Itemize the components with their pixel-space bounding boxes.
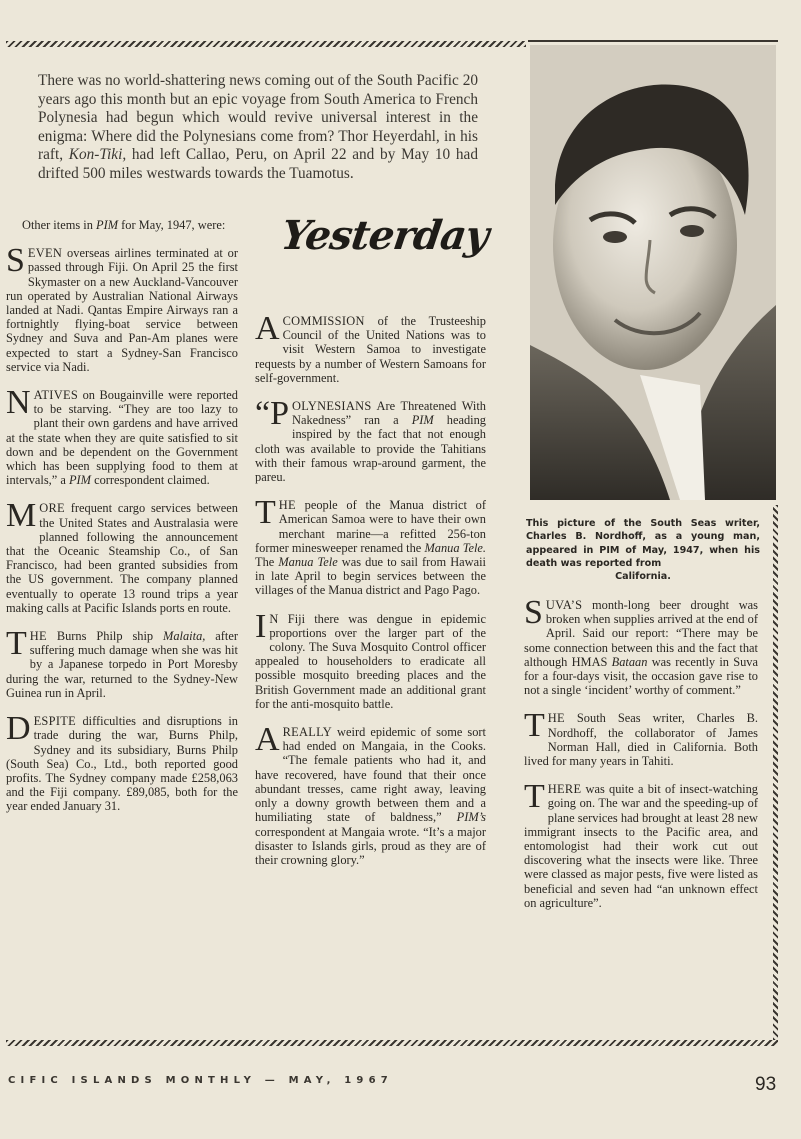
item-malaita (6, 625, 238, 700)
drop-cap: T (524, 707, 545, 745)
lead-word: ATIVES (33, 388, 79, 403)
drop-cap: I (255, 607, 267, 645)
item-burns-philp (6, 710, 238, 814)
caption-text: This picture of the South Seas writer, Charles B. Nordhoff, as a young man, appeared in PIM of May, 1947, when his death was reported from (526, 518, 760, 569)
item-airlines (6, 242, 238, 374)
lead-word: EVEN (27, 246, 63, 261)
drop-cap: T (255, 494, 276, 532)
item-text: Fiji there was dengue in epidemic proportions over the larger part of the colony. The Suva Mosquito Control officer appealed to householders to eradicate all possible mosquito breeding places and the British Government made an additional grant for the anti-mosquito battle. (255, 611, 486, 711)
item-text: was recently in Suva for a four-days visit, the occasion gave rise to not a single ‘incident’ worthy of comment.” (524, 654, 758, 698)
drop-cap: A (255, 310, 280, 347)
lead-word: HERE (547, 782, 582, 797)
page-number: 93 (755, 1074, 777, 1095)
item-bougainville (6, 384, 238, 488)
item-dengue (255, 607, 486, 711)
drop-cap: A (255, 721, 280, 759)
decorative-rule-top (6, 41, 526, 47)
item-text: overseas airlines terminated at or passed through Fiji. On April 25 the first Skymaster on a new Auckland-Vancouver run operated by Australian National Airways landed at Nadi. Qantas Empire Airways ran a fortnightly flying-boat service between Sydney and Suva and Pan-Am planes were expected to start a Sydney-San Francisco service via Nadi. (6, 246, 238, 374)
item-commission (255, 310, 486, 385)
item-text: The (255, 555, 279, 570)
ship-name: Manua Tele (278, 555, 338, 570)
column-middle (255, 310, 487, 881)
item-text: month-long beer drought was broken when supplies arrived at the end of April. Said our report: “There may be some connection between this and the fact that although HMAS (524, 598, 758, 669)
drop-cap: D (6, 710, 31, 748)
drop-cap: “P (255, 395, 289, 433)
drop-cap: M (6, 497, 37, 535)
pim-mention: PIM (411, 413, 434, 428)
lead-word: OLYNESIANS (292, 399, 372, 414)
item-text: was quite a bit of insect-watching going on. The war and the speeding-up of plane services had brought at least 28 new immigrant insects to the Pacific area, and entomologist had their work cut out discovering what the insects were like. Three were classed as major pests, five were listed as beneficial and seven had “an unknown effect on agriculture”. (524, 782, 758, 910)
item-text: difficulties and disruptions in trade during the war, Burns Philp, Sydney and its subsidiary, Burns Philp (South Sea) Co., Ltd., both reported good profits. The Sydney company made £258,063 and the Fiji company. £89,085, both for the year ended January 31. (6, 714, 238, 814)
portrait-illustration (530, 45, 776, 500)
item-text: of the Trusteeship Council of the United Nations was to visit Western Samoa to investigate requests by a number of Western Samoans for self-government. (255, 314, 486, 385)
item-text: heading inspired by the fact that not enough cloth was available to provide the Tahitians with their famous wrap-around garment, the pareu. (255, 413, 487, 485)
pim-mention: PIM (68, 473, 91, 488)
item-text: South Seas writer, Charles B. Nordhoff, the collaborator of James Norman Hall, died in California. Both lived for many years in Tahiti. (524, 711, 758, 769)
item-polynesians (255, 395, 487, 485)
lead-word: REALLY (282, 725, 332, 740)
lead-word: ESPITE (33, 714, 76, 729)
lead-word: HE (29, 629, 47, 644)
intro-text-1: There was no world-shattering news coming out of the South Pacific 20 years ago this month but an epic voyage from South America to French Polynesia had begun which would revive universal interest in the enigma: Where did the Polynesians come from? Thor Heyerdahl, in his raft, (38, 72, 478, 164)
lead-text-a: Other items in (22, 218, 96, 232)
column-right (524, 594, 758, 924)
item-text: was due to sail from Hawaii in late April to begin services between the villages of the Manua district and Pago Pago. (255, 555, 486, 598)
ship-name: Manua Tele. (424, 540, 486, 555)
item-mangaia (255, 721, 486, 867)
lead-word: HE (278, 498, 296, 513)
lead-pim: PIM (96, 218, 119, 232)
drop-cap: T (524, 778, 545, 816)
item-text: people of the Manua district of American Samoa were to have their own merchant marine—a refitted 256-ton former minesweeper renamed the (255, 498, 486, 555)
item-text: after suffering much damage when she was hit by a Japanese torpedo in Port Moresby during the war, returned to the Sydney-New Guinea run in April. (6, 629, 238, 700)
lead-word: UVA’S (545, 598, 583, 612)
item-text: weird epidemic of some sort had ended on Mangaia, in the Cooks. “The female patients who had it, and have recovered, have found that their once abundant tresses, came right away, leaving only a downy growth between them and a humiliating state of baldness,” (255, 725, 486, 825)
ship-name: Malaita, (163, 629, 206, 644)
intro-text-2: had left Callao, Peru, on April 22 and by May 10 had drifted 500 miles westwards towards the Tuamotus. (38, 146, 478, 182)
item-cargo (6, 497, 238, 615)
decorative-rule-photo-top (528, 40, 778, 42)
decorative-rule-right (773, 505, 778, 1040)
drop-cap: S (524, 594, 543, 631)
item-suva-beer (524, 594, 758, 698)
ship-name: Bataan (611, 654, 648, 669)
item-text: correspondent at Mangaia wrote. “It’s a major disaster to Islands girls, proud as they are of their crowning glory.” (255, 824, 486, 867)
item-insects (524, 778, 758, 910)
lead-word: COMMISSION (282, 314, 365, 328)
running-footer: CIFIC ISLANDS MONTHLY — MAY, 1967 (8, 1075, 393, 1086)
caption-last-line: California. (615, 571, 671, 583)
column-left-lead (6, 218, 238, 232)
lead-word: N (269, 611, 279, 626)
photo-caption (526, 517, 760, 583)
drop-cap: N (6, 384, 31, 422)
pim-mention: PIM’s (456, 810, 486, 825)
portrait-photo (530, 45, 776, 500)
item-text: correspondent claimed. (91, 473, 210, 488)
decorative-rule-bottom (6, 1040, 778, 1046)
section-title: Yesterday (278, 212, 492, 259)
item-manua (255, 494, 486, 598)
item-text: on Bougainville were reported to be starving. “They are too lazy to plant their own gardens and have arrived at the state when they are quite satisfied to sit down and be dependent on the Government which has been supplying food to them at intervals,” a (6, 388, 238, 488)
item-text: Burns Philp ship (46, 629, 164, 644)
drop-cap: T (6, 625, 27, 663)
item-text: Are Threatened With Nakedness” ran a (292, 399, 486, 428)
item-nordhoff (524, 707, 758, 769)
intro-raft-name: Kon-Tiki, (68, 146, 127, 164)
drop-cap: S (6, 242, 25, 280)
lead-word: HE (547, 711, 565, 726)
intro-paragraph (38, 72, 478, 184)
column-left (6, 218, 238, 828)
item-text: frequent cargo services between the United States and Australasia were planned following the announcement that the Oceanic Steamship Co., of San Francisco, had been granted subsidies from the US government. The company planned eventually to operate 13 round trips a year making calls at Pacific Islands ports en route. (6, 501, 238, 615)
lead-word: ORE (39, 501, 65, 516)
lead-text-b: for May, 1947, were: (118, 218, 226, 232)
